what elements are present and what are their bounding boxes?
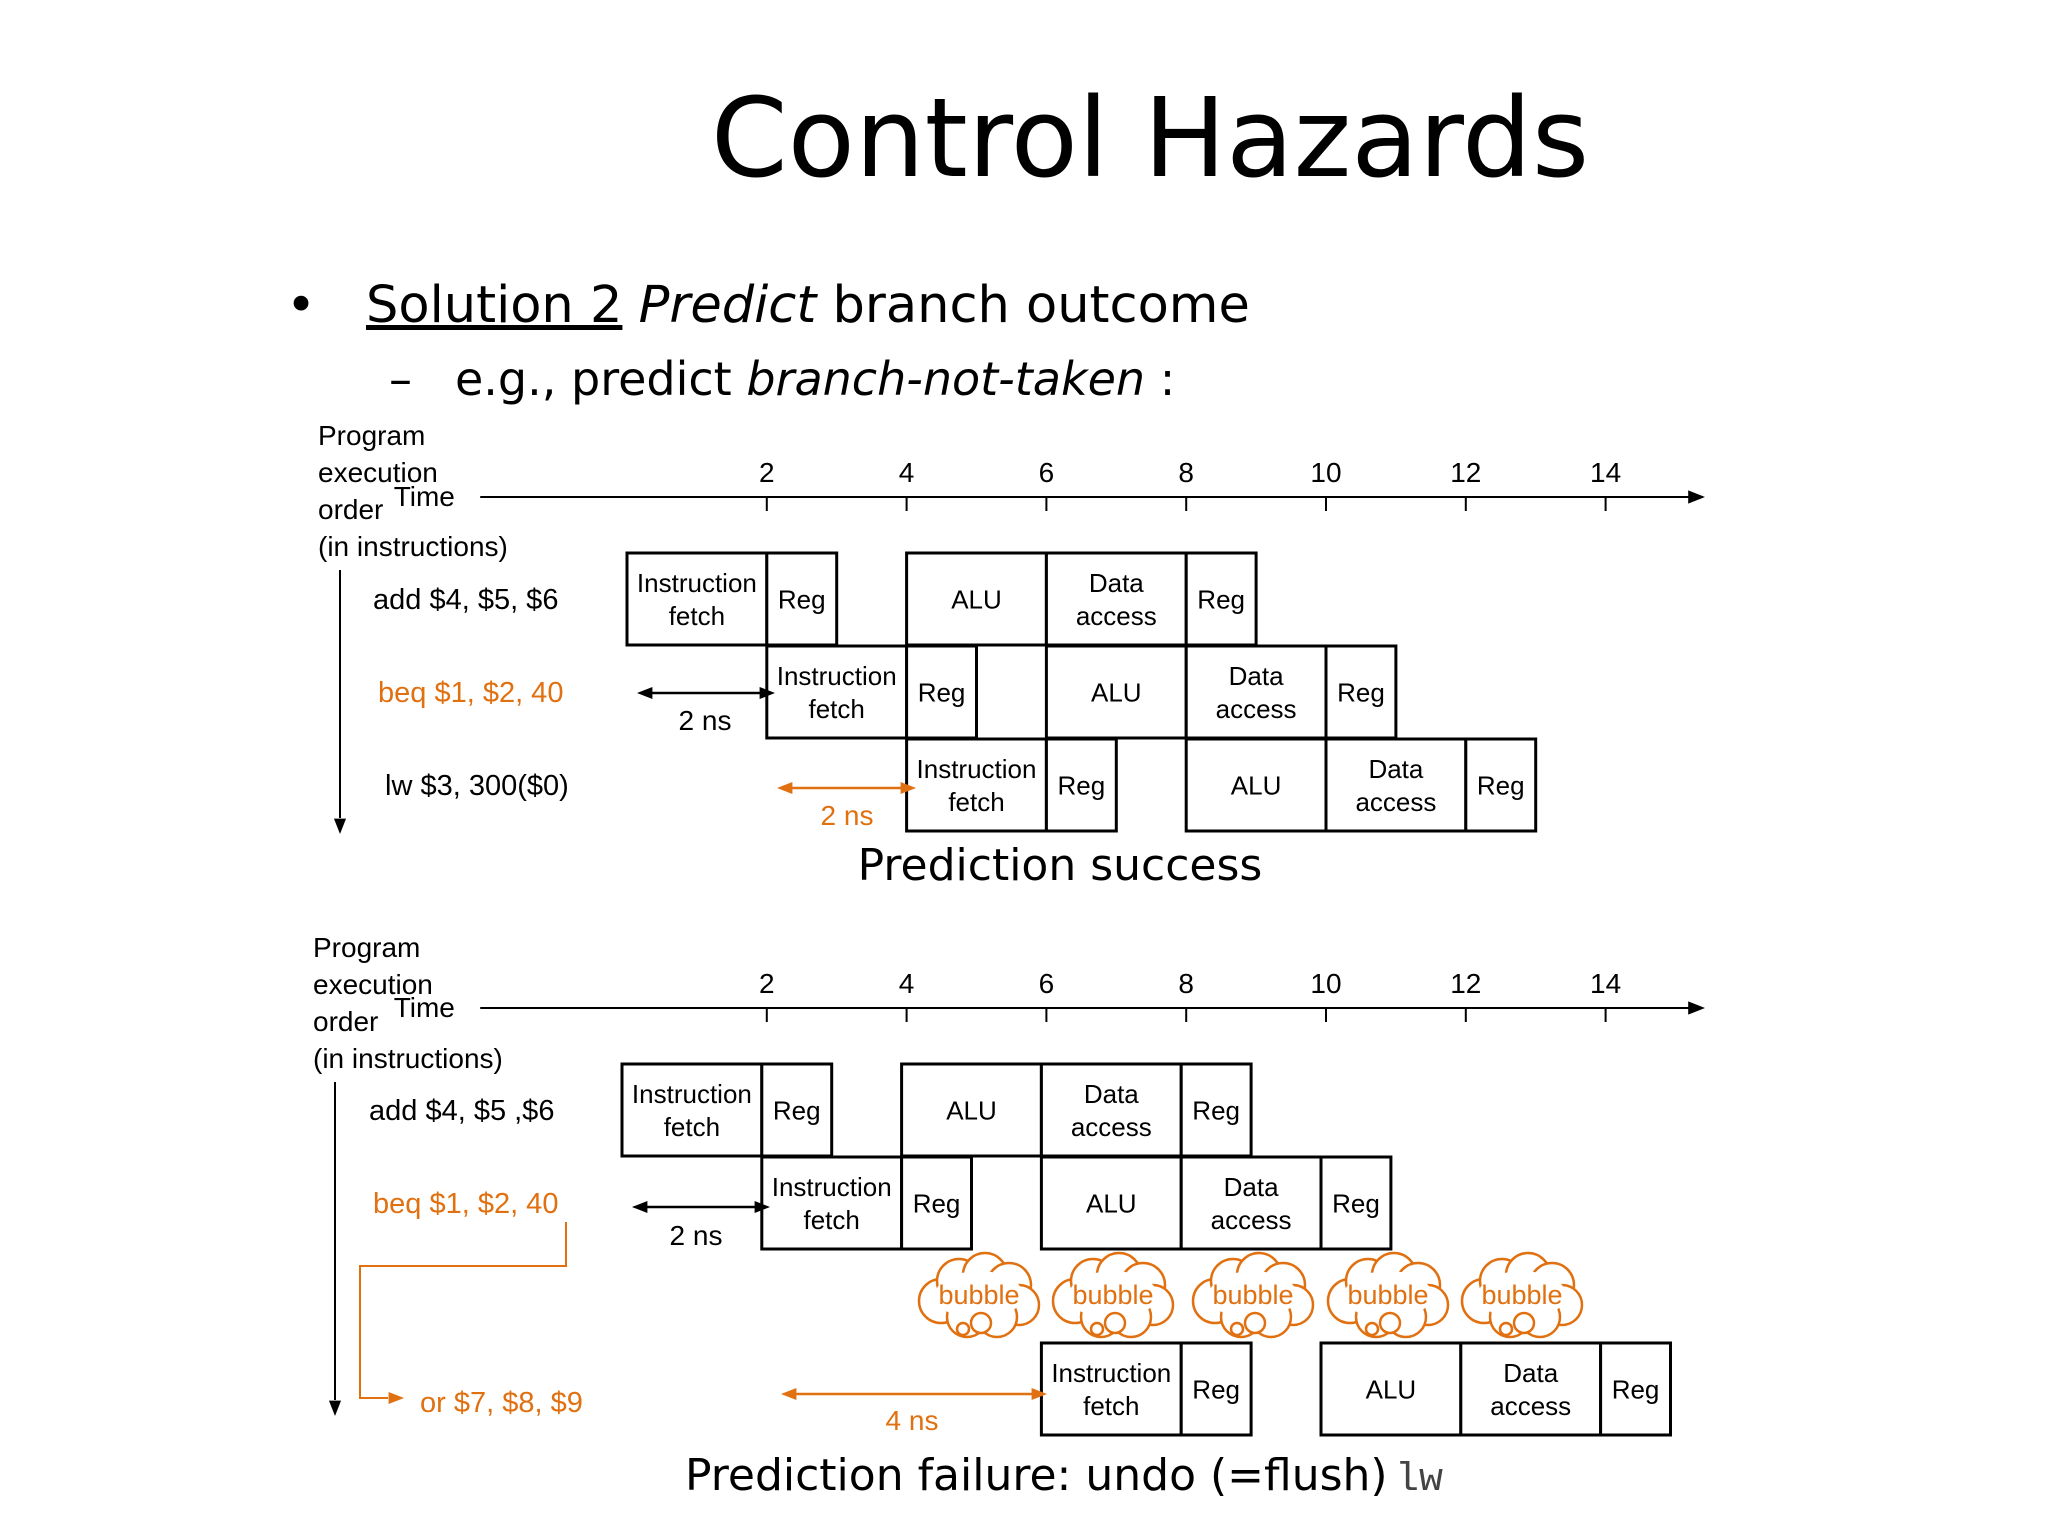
failure-row1-reg-read-label: Reg — [772, 1095, 821, 1126]
success-time-arrowhead — [1688, 490, 1705, 503]
success-caption: Prediction success — [857, 840, 1263, 891]
success-interval2-interval-arrow-left — [777, 782, 792, 794]
success-row3-reg-read — [1046, 739, 1116, 831]
success-row3-reg-write — [1466, 739, 1536, 831]
failure-row2-data-access-label: access — [1210, 1204, 1292, 1235]
failure-caption-code: lw — [1395, 1458, 1444, 1503]
success-tick-label: 4 — [898, 457, 915, 488]
failure-bubble-tail-small — [1231, 1323, 1243, 1335]
failure-order-arrowhead — [329, 1401, 341, 1416]
success-row3-instruction-fetch-label: Instruction — [916, 753, 1037, 784]
failure-caption: Prediction failure: undo (=flush) — [685, 1450, 1388, 1501]
failure-bubble-tail-small — [1500, 1323, 1512, 1335]
subbullet-marker: – — [389, 352, 412, 406]
failure-row2-instruction-fetch — [762, 1157, 902, 1249]
failure-row1-instruction-fetch-box — [622, 1064, 762, 1156]
success-order-label: Program — [318, 420, 426, 451]
success-tick-label: 10 — [1310, 457, 1342, 488]
failure-row2-alu — [1041, 1157, 1181, 1249]
failure-row3-reg-write-label: Reg — [1611, 1374, 1660, 1405]
failure-row3-instruction-fetch — [1041, 1343, 1181, 1435]
failure-row2-alu-label: ALU — [1086, 1188, 1137, 1219]
success-row2-instruction-fetch-label: fetch — [808, 693, 865, 724]
success-instruction-label: lw $3, 300($0) — [385, 770, 569, 802]
failure-row3-alu — [1321, 1343, 1461, 1435]
success-row3-instruction-fetch — [907, 739, 1047, 831]
success-row3-reg-read-label: Reg — [1057, 770, 1106, 801]
failure-row1-reg-write — [1181, 1064, 1251, 1156]
success-row2-reg-read-label: Reg — [917, 677, 966, 708]
failure-row1-reg-write-label: Reg — [1192, 1095, 1241, 1126]
success-row1-data-access-box — [1046, 553, 1186, 645]
success-row2-alu — [1046, 646, 1186, 738]
bullet-rest: branch outcome — [816, 276, 1250, 335]
failure-order-label: execution — [313, 969, 433, 1000]
success-row1-data-access-label: access — [1075, 600, 1157, 631]
failure-row3-data-access-label: Data — [1503, 1357, 1559, 1388]
failure-row2-reg-read-label: Reg — [912, 1188, 961, 1219]
failure-order-label: (in instructions) — [313, 1043, 503, 1074]
success-row2-data-access-label: Data — [1228, 660, 1284, 691]
failure-row2-instruction-fetch-label: Instruction — [771, 1171, 892, 1202]
subbullet-prefix: e.g., predict — [455, 352, 747, 406]
success-row2-instruction-fetch-label: Instruction — [776, 660, 897, 691]
success-order-label: execution — [318, 457, 438, 488]
failure-interval1-label: 2 ns — [669, 1220, 723, 1251]
success-interval2-label: 2 ns — [820, 800, 874, 831]
failure-row3-reg-write — [1601, 1343, 1671, 1435]
success-tick-label: 6 — [1038, 457, 1055, 488]
success-tick-label: 12 — [1450, 457, 1482, 488]
failure-tick-label: 8 — [1178, 968, 1194, 999]
success-order-arrowhead — [334, 819, 346, 834]
failure-row1-instruction-fetch — [622, 1064, 762, 1156]
success-row2-data-access-box — [1186, 646, 1326, 738]
failure-row3-alu-label: ALU — [1365, 1374, 1417, 1405]
success-row1-reg-write-label: Reg — [1197, 584, 1246, 615]
slide-title: Control Hazards — [710, 74, 1590, 202]
failure-bubble — [1462, 1253, 1582, 1337]
failure-bubble-label: bubble — [1347, 1280, 1429, 1310]
failure-bubble — [1328, 1253, 1448, 1337]
success-tick-label: 8 — [1178, 457, 1194, 488]
success-row1-alu-label: ALU — [951, 584, 1002, 615]
failure-row2-reg-write — [1321, 1157, 1391, 1249]
subbullet-suffix: : — [1145, 352, 1176, 406]
failure-time-arrowhead — [1688, 1001, 1705, 1014]
failure-row2-instruction-fetch-box — [762, 1157, 902, 1249]
failure-interval2-label: 4 ns — [885, 1405, 939, 1436]
failure-instruction-label: beq $1, $2, 40 — [373, 1188, 559, 1220]
success-row2-reg-write-label: Reg — [1337, 677, 1385, 708]
failure-bubble-tail — [1105, 1313, 1125, 1333]
failure-row1-instruction-fetch-label: Instruction — [631, 1078, 752, 1109]
success-row1-reg-read — [767, 553, 837, 645]
predict-word: Predict — [638, 276, 817, 335]
success-order-label: order — [318, 494, 384, 525]
bullet-marker: • — [286, 276, 317, 335]
failure-row1-instruction-fetch-label: fetch — [663, 1111, 721, 1142]
failure-row3-data-access-box — [1461, 1343, 1601, 1435]
success-row1-instruction-fetch-label: Instruction — [636, 567, 757, 598]
failure-instruction-label: or $7, $8, $9 — [420, 1387, 583, 1419]
failure-interval2-interval-arrow-left — [781, 1388, 796, 1400]
failure-row3-data-access — [1461, 1343, 1601, 1435]
failure-rows — [622, 1064, 1671, 1435]
failure-order-label: Program — [313, 932, 421, 963]
failure-branch-arrowhead — [389, 1392, 404, 1404]
success-row3-instruction-fetch-box — [907, 739, 1047, 831]
failure-bubble-label: bubble — [1072, 1280, 1154, 1310]
failure-bubble-tail-small — [1366, 1323, 1378, 1335]
failure-row1-reg-read — [762, 1064, 832, 1156]
failure-row3-reg-read-label: Reg — [1192, 1374, 1241, 1405]
success-row3-instruction-fetch-label: fetch — [948, 786, 1005, 817]
success-row2-alu-label: ALU — [1091, 677, 1142, 708]
failure-row1-alu — [902, 1064, 1042, 1156]
failure-tick-label: 2 — [759, 968, 775, 999]
success-row3-data-access — [1326, 739, 1466, 831]
success-row1-alu — [907, 553, 1047, 645]
failure-row1-data-access-box — [1041, 1064, 1181, 1156]
failure-row3-data-access-label: access — [1490, 1390, 1572, 1421]
failure-bubble-tail — [1514, 1313, 1534, 1333]
failure-bubble — [1193, 1253, 1313, 1337]
failure-row3-instruction-fetch-box — [1041, 1343, 1181, 1435]
success-row3-reg-write-label: Reg — [1476, 770, 1525, 801]
failure-tick-label: 12 — [1450, 968, 1482, 999]
success-row2-instruction-fetch — [767, 646, 907, 738]
success-interval1-interval-arrow-left — [637, 687, 652, 699]
success-row3-data-access-label: Data — [1368, 753, 1424, 784]
success-row1-reg-write — [1186, 553, 1256, 645]
success-row2-reg-write — [1326, 646, 1396, 738]
success-row3-data-access-box — [1326, 739, 1466, 831]
failure-bubble-label: bubble — [938, 1280, 1020, 1310]
success-row1-reg-read-label: Reg — [777, 584, 826, 615]
failure-tick-label: 14 — [1590, 968, 1622, 999]
success-interval1-label: 2 ns — [678, 705, 732, 736]
success-row1-instruction-fetch-box — [627, 553, 767, 645]
success-row3-alu — [1186, 739, 1326, 831]
failure-interval1-interval-arrow-left — [632, 1201, 647, 1213]
success-row3-data-access-label: access — [1355, 786, 1437, 817]
solution-label: Solution 2 — [366, 276, 623, 335]
failure-bubble-tail — [971, 1313, 991, 1333]
failure-bubble-tail — [1380, 1313, 1400, 1333]
failure-tick-label: 10 — [1310, 968, 1342, 999]
failure-row3-reg-read — [1181, 1343, 1251, 1435]
failure-time-label: Time — [393, 992, 455, 1023]
failure-tick-label: 4 — [898, 968, 915, 999]
failure-bubble-label: bubble — [1212, 1280, 1294, 1310]
success-row1-data-access-label: Data — [1088, 567, 1144, 598]
failure-bubble-tail — [1245, 1313, 1265, 1333]
success-row2-reg-read — [907, 646, 977, 738]
failure-row2-reg-write-label: Reg — [1332, 1188, 1380, 1219]
subbullet-emph: branch-not-taken — [746, 352, 1146, 406]
success-row2-data-access — [1186, 646, 1326, 738]
failure-row3-instruction-fetch-label: fetch — [1083, 1390, 1140, 1421]
failure-row1-alu-label: ALU — [946, 1095, 997, 1126]
success-row2-instruction-fetch-box — [767, 646, 907, 738]
failure-row2-instruction-fetch-label: fetch — [803, 1204, 860, 1235]
success-row1-data-access — [1046, 553, 1186, 645]
success-time-label: Time — [393, 481, 455, 512]
success-instruction-label: beq $1, $2, 40 — [378, 677, 564, 709]
success-row1-instruction-fetch-label: fetch — [668, 600, 726, 631]
success-tick-label: 14 — [1590, 457, 1622, 488]
failure-row1-data-access-label: access — [1070, 1111, 1152, 1142]
failure-bubble — [919, 1253, 1039, 1337]
success-tick-label: 2 — [759, 457, 775, 488]
failure-row2-reg-read — [902, 1157, 972, 1249]
failure-row2-data-access — [1181, 1157, 1321, 1249]
failure-tick-label: 6 — [1038, 968, 1055, 999]
failure-row3-instruction-fetch-label: Instruction — [1051, 1357, 1172, 1388]
failure-row2-data-access-box — [1181, 1157, 1321, 1249]
failure-instruction-label: add $4, $5 ,$6 — [369, 1095, 555, 1127]
failure-row1-data-access — [1041, 1064, 1181, 1156]
success-row1-instruction-fetch — [627, 553, 767, 645]
success-row3-alu-label: ALU — [1230, 770, 1282, 801]
failure-bubble-label: bubble — [1481, 1280, 1563, 1310]
failure-row1-data-access-label: Data — [1083, 1078, 1139, 1109]
success-instruction-label: add $4, $5, $6 — [373, 584, 559, 616]
failure-row2-data-access-label: Data — [1223, 1171, 1279, 1202]
failure-order-label: order — [313, 1006, 379, 1037]
failure-bubble — [1053, 1253, 1173, 1337]
success-order-label: (in instructions) — [318, 531, 508, 562]
failure-bubble-tail-small — [1091, 1323, 1103, 1335]
success-row2-data-access-label: access — [1215, 693, 1297, 724]
failure-branch-arrow — [360, 1222, 566, 1398]
failure-bubble-tail-small — [957, 1323, 969, 1335]
